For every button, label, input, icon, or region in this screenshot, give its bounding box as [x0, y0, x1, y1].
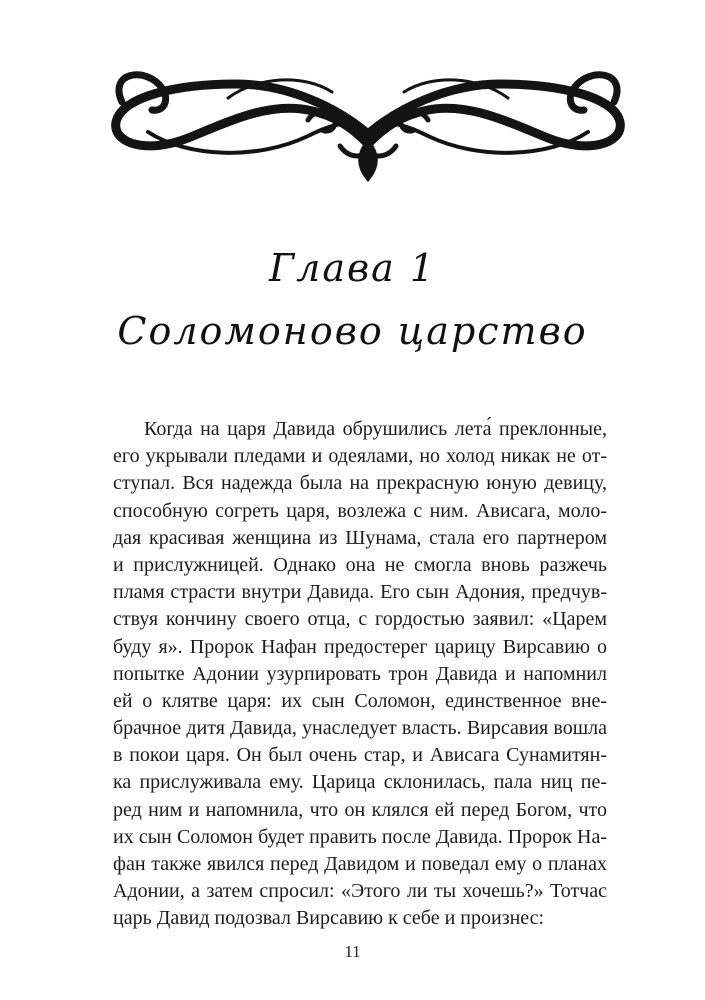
text-line: ред ним и напомнила, что он клялся ей перед Богом, что — [113, 798, 607, 821]
text-line: царь Давид подозвал Вирсавию к себе и произнес: — [113, 907, 545, 930]
text-line: ствуя кончину своего отца, с гордостью заявил: «Царем — [113, 608, 607, 631]
text-line: ей о клятве царя: их сын Соломон, единственное вне- — [113, 689, 607, 712]
text-line: способную согреть царя, возлежа с ним. Ависага, моло- — [113, 499, 607, 522]
text-line: брачное дитя Давида, унаследует власть. Вирсавия вошла — [113, 717, 607, 740]
text-line: дая красивая женщина из Шунама, стала его партнером — [113, 526, 607, 549]
chapter-title: Соломоново царство — [117, 309, 588, 353]
text-line: пламя страсти внутри Давида. Его сын Адония, предчув- — [113, 581, 607, 604]
text-line: его укрывали пледами и одеялами, но холод никак не от- — [113, 445, 607, 468]
flourish-ornament-icon — [108, 62, 628, 184]
text-line: Адонии, а затем спросил: «Этого ли ты хочешь?» Тотчас — [113, 880, 607, 903]
text-line: и прислужницей. Однако она не смогла вновь разжечь — [113, 553, 607, 576]
chapter-number: Глава 1 — [268, 246, 437, 290]
text-line: фан также явился перед Давидом и поведал ему о планах — [113, 853, 607, 875]
text-line: буду я». Пророк Нафан предостерег царицу Вирсавию о — [113, 635, 607, 658]
body-paragraph — [113, 416, 607, 933]
text-line: попытке Адонии узурпировать трон Давида и напомнил — [113, 662, 607, 685]
text-line: ступал. Вся надежда была на прекрасную юную девицу, — [113, 472, 607, 495]
page-number: 11 — [344, 942, 361, 961]
text-line: ка прислуживала ему. Царица склонилась, пала ниц пе- — [113, 771, 607, 794]
text-line: Когда на царя Давида обрушились лета́ преклонные, — [144, 418, 607, 440]
text-line: их сын Соломон будет править после Давида. Пророк На- — [113, 825, 607, 848]
text-line: в покои царя. Он был очень стар, и Ависага Сунамитян- — [113, 744, 607, 767]
